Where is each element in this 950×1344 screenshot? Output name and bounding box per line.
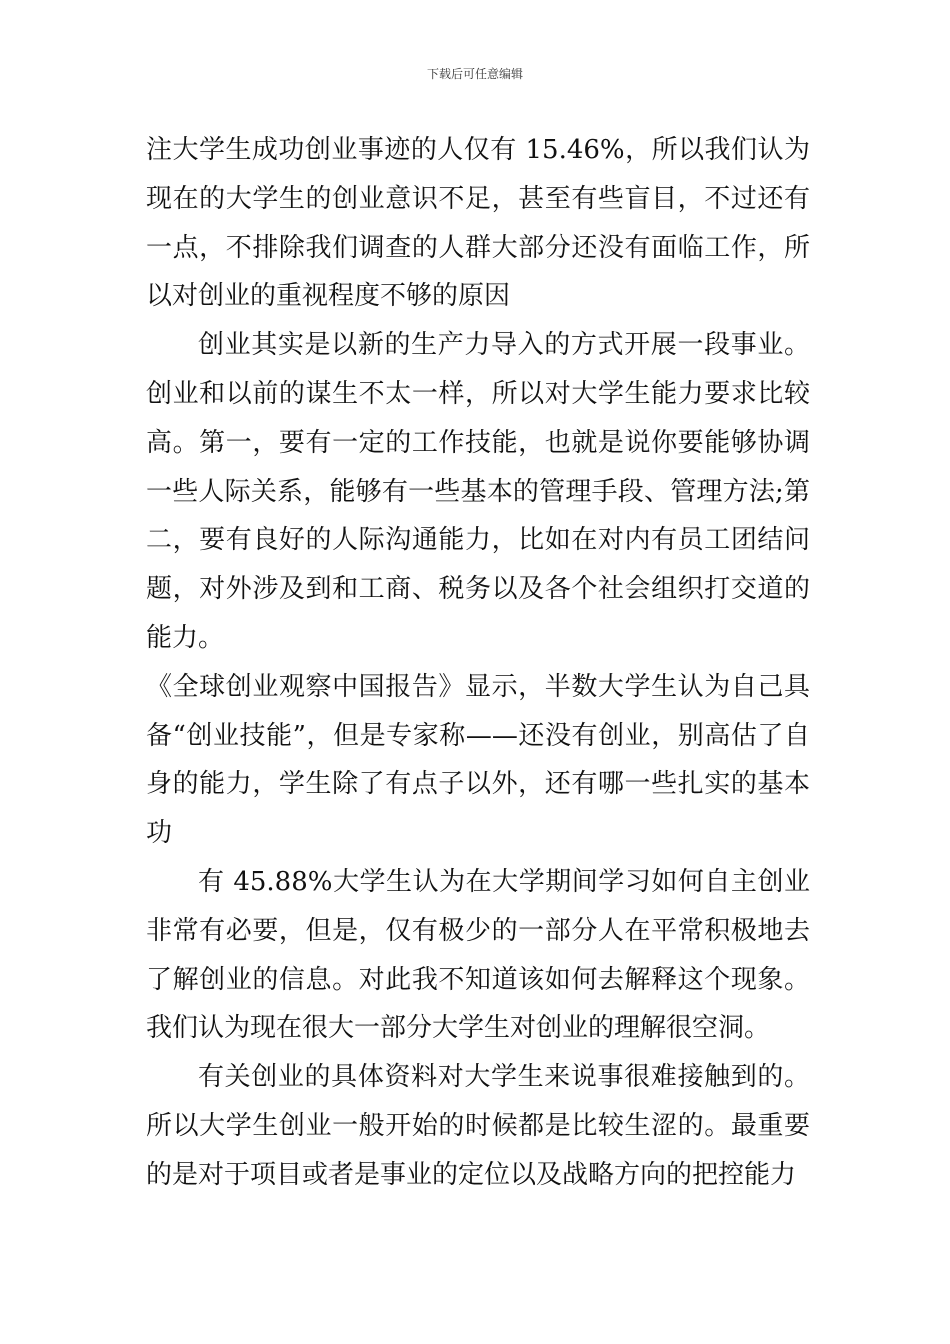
paragraph-2: 创业其实是以新的生产力导入的方式开展一段事业。创业和以前的谋生不太一样，所以对大学生能力要求比较高。第一，要有一定的工作技能，也就是说你要能够协调一些人际关系，能够有一些基本的管理手段、管理方法;第二，要有良好的人际沟通能力，比如在对内有员工团结问题，对外涉及到和工商、税务以及各个社会组织打交道的能力。 <box>146 330 810 653</box>
paragraph-1: 注大学生成功创业事迹的人仅有 15.46%，所以我们认为现在的大学生的创业意识不足，甚至有些盲目，不过还有一点，不排除我们调查的人群大部分还没有面临工作，所以对创业的重视程度不够的原因 <box>146 135 810 312</box>
document-body <box>146 126 810 1200</box>
paragraph-5: 有关创业的具体资料对大学生来说事很难接触到的。所以大学生创业一般开始的时候都是比较生涩的。最重要的是对于项目或者是事业的定位以及战略方向的把控能力 <box>146 1062 810 1190</box>
paragraph-4: 有 45.88%大学生认为在大学期间学习如何自主创业非常有必要，但是，仅有极少的一部分人在平常积极地去了解创业的信息。对此我不知道该如何去解释这个现象。我们认为现在很大一部分大学生对创业的理解很空洞。 <box>146 866 810 1044</box>
paragraph-3: 《全球创业观察中国报告》显示，半数大学生认为自己具备“创业技能”，但是专家称——还没有创业，别高估了自身的能力，学生除了有点子以外，还有哪一些扎实的基本功 <box>146 671 810 849</box>
page-header: 下载后可任意编辑 <box>426 67 523 81</box>
